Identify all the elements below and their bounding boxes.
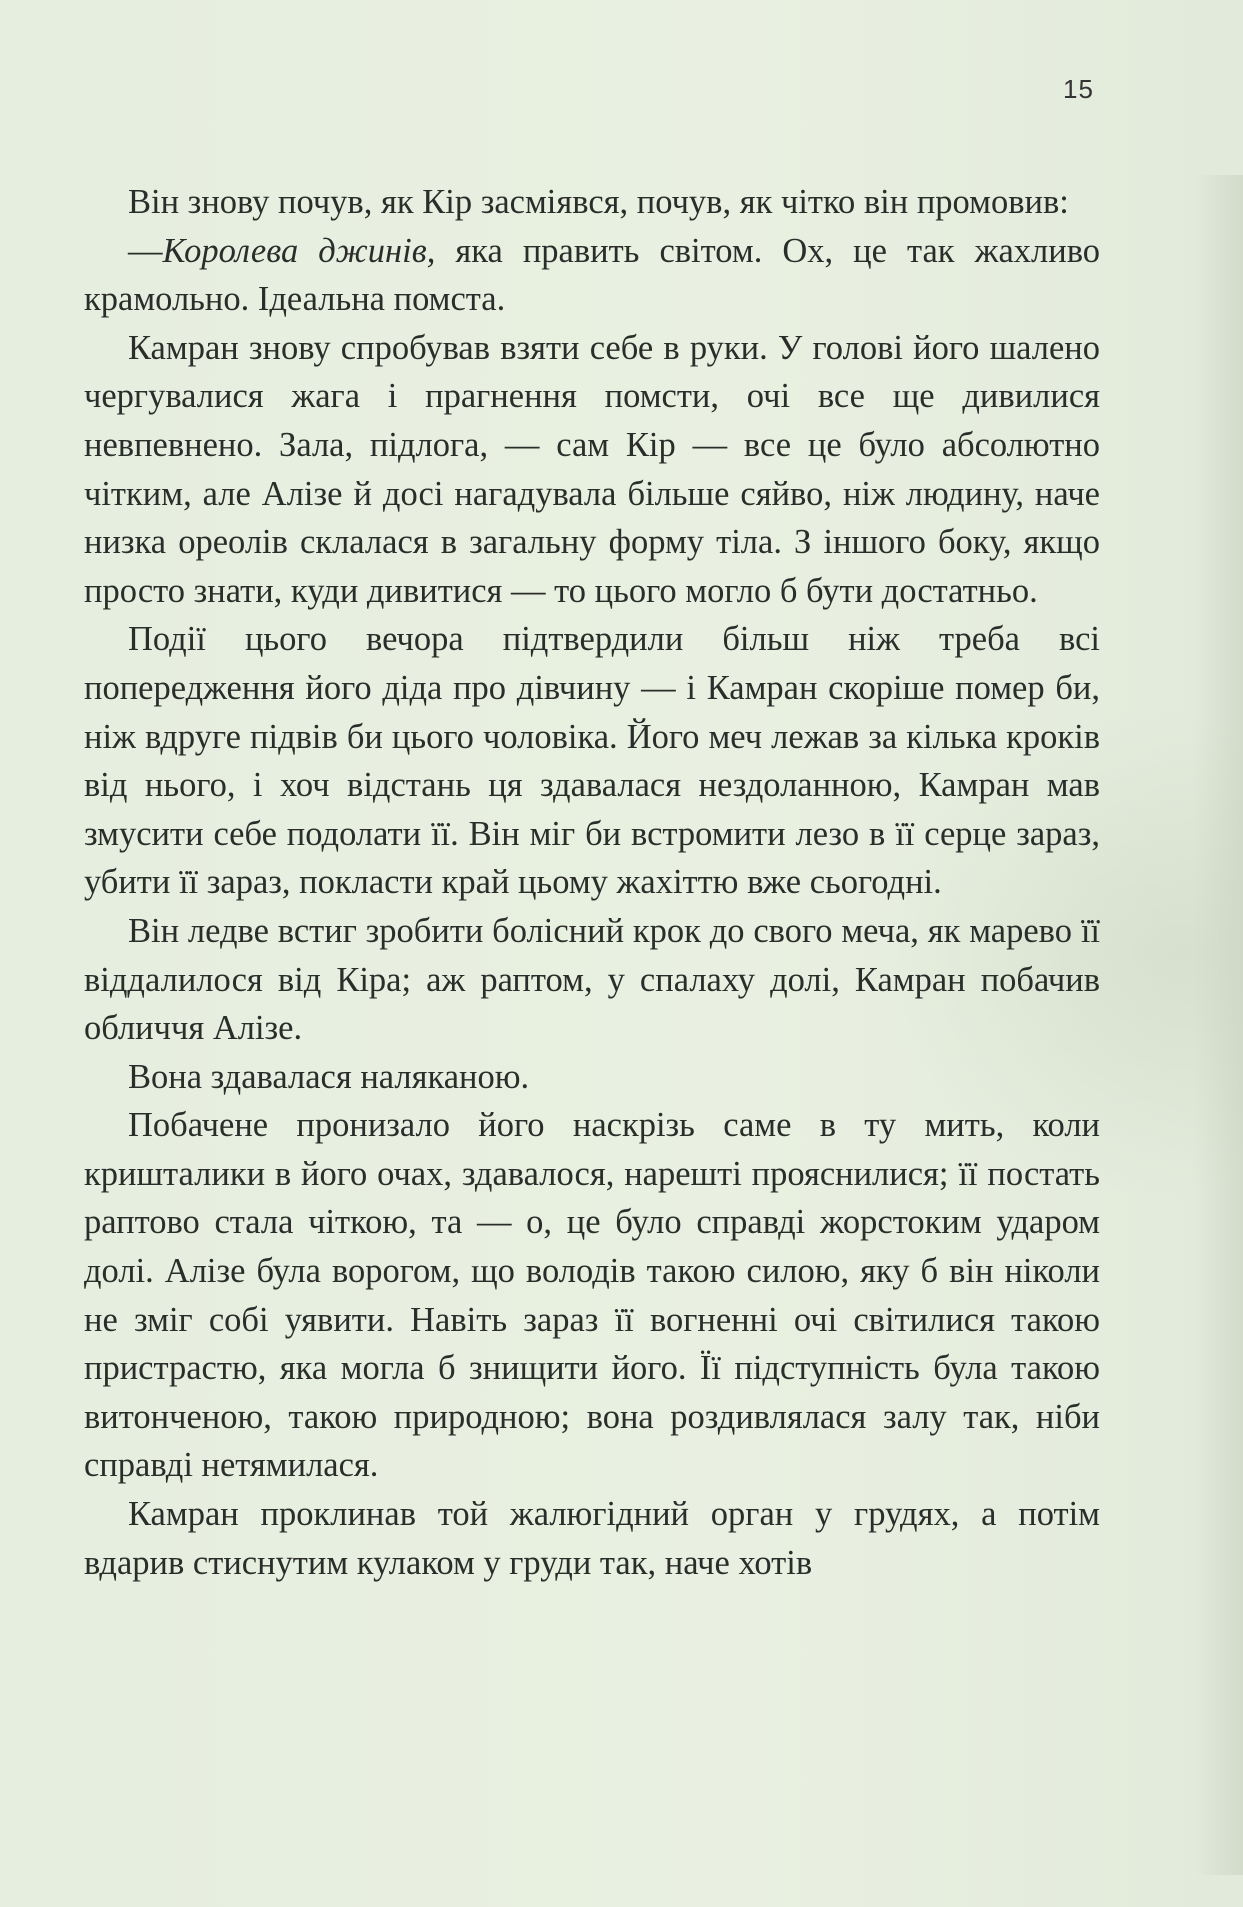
page-number: 15	[1063, 74, 1094, 104]
italic-phrase: Королева джинів,	[162, 231, 436, 270]
dialogue-dash: —	[128, 231, 163, 270]
paragraph: Побачене пронизало його наскрізь саме в ту мить, коли кришталики в його очах, здавалося, нарешті прояснилися; її постать раптово стала чіткою, та — о, це було справді жорстоким ударом долі. Алізе була ворогом, що володів такою силою, яку б він ніколи не зміг собі уявити. Навіть зараз її вогненні очі світилися такою пристрастю, яка могла б знищити його. Її підступність була такою витонченою, такою природною; вона роздивлялася залу так, ніби справді нетямилася.	[84, 1106, 1100, 1485]
paragraph: Вона здавалася наляканою.	[128, 1057, 530, 1096]
paragraph: Він знову почув, як Кір засміявся, почув, як чітко він промовив:	[128, 183, 1069, 221]
paragraph-dialogue	[84, 227, 1100, 324]
paragraph: Події цього вечора підтвердили більш ніж треба всі попередження його діда про дівчину — і Камран скоріше помер би, ніж вдруге підвів би цього чоловіка. Його меч лежав за кілька кроків від нього, і хоч відстань ця здавалася нездоланною, Камран мав змусити себе подолати її. Він міг би встромити лезо в її серце зараз, убити її зараз, покласти край цьому жахіттю вже сьогодні.	[84, 620, 1100, 902]
paragraph: Камран проклинав той жалюгідний орган у грудях, а потім вдарив стиснутим кулаком у груди так, наче хотів	[84, 1495, 1100, 1582]
body-text	[84, 178, 1100, 1587]
dialogue-rest: яка править світом. Ох, це так жахливо крамольно. Ідеальна помста.	[84, 231, 1100, 319]
paragraph: Камран знову спробував взяти себе в руки. У голові його шалено чергувалися жага і прагнення помсти, очі все ще дивилися невпевнено. Зала, підлога, — сам Кір — все це було абсолютно чітким, але Алізе й досі нагадувала більше сяйво, ніж людину, наче низка ореолів склалася в загальну форму тіла. З іншого боку, якщо просто знати, куди дивитися — то цього могло б бути достатньо.	[84, 328, 1100, 610]
paragraph: Він ледве встиг зробити болісний крок до свого меча, як марево її віддалилося від Кіра; аж раптом, у спалаху долі, Камран побачив обличчя Алізе.	[84, 911, 1100, 1048]
page-edge-shadow	[1193, 175, 1243, 1875]
